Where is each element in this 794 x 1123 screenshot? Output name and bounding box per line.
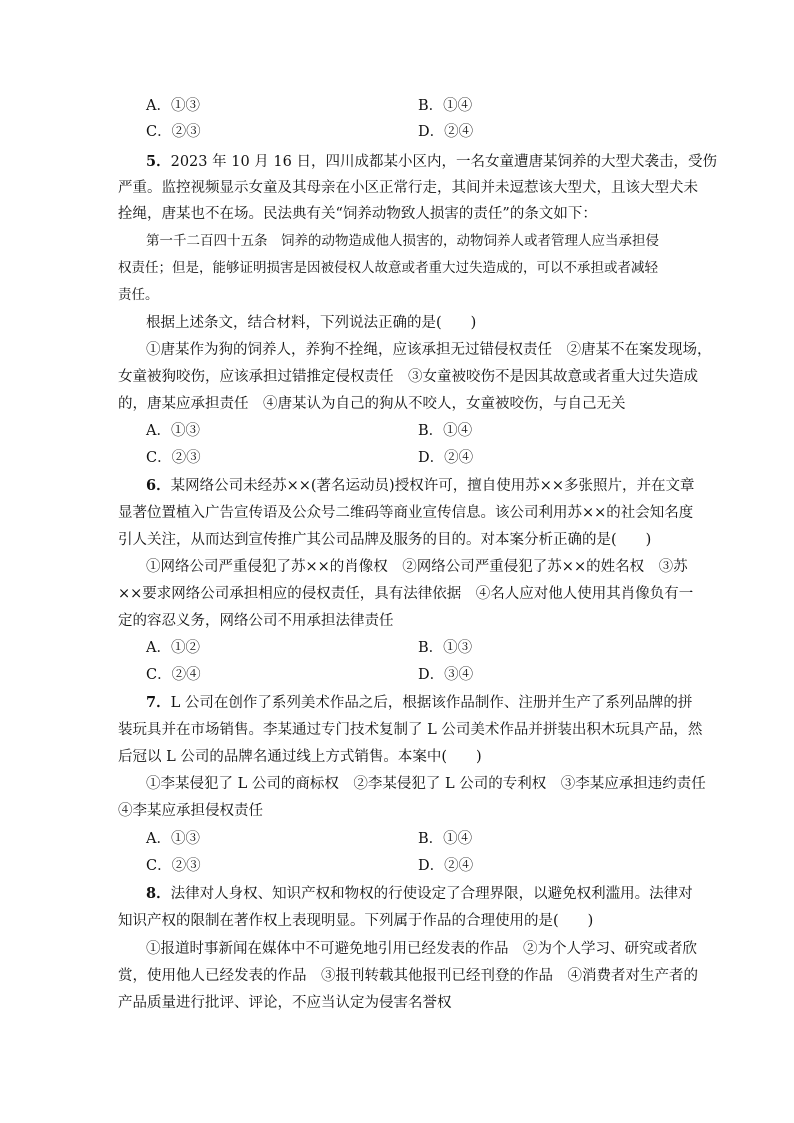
q6-line-2: 显著位置植入广告宣传语及公众号二维码等商业宣传信息。该公司利用苏××的社会知名度 [118, 505, 694, 521]
q8-line-2: 知识产权的限制在著作权上表现明显。下列属于作品的合理使用的是( ) [118, 913, 594, 929]
q7-option-c[interactable]: C．②③ [146, 858, 201, 874]
q6-line-1: 6．某网络公司未经苏××(著名运动员)授权许可，擅自使用苏××多张照片，并在文章 [146, 477, 695, 494]
q5-law-line-1: 第一千二百四十五条 饲养的动物造成他人损害的，动物饲养人或者管理人应当承担侵 [146, 233, 659, 249]
q5-option-c[interactable]: C．②③ [146, 450, 201, 466]
q8-stmt-line-1: ①报道时事新闻在媒体中不可避免地引用已经发表的作品 ②为个人学习、研究或者欣 [146, 941, 697, 957]
q7-stmt-line-1: ①李某侵犯了 L 公司的商标权 ②李某侵犯了 L 公司的专利权 ③李某应承担违约责任 [146, 776, 706, 792]
q5-stmt-line-3: 的，唐某应承担责任 ④唐某认为自己的狗从不咬人，女童被咬伤，与自己无关 [118, 396, 626, 412]
q8-stmt-line-3: 产品质量进行批评、评论，不应当认定为侵害名誉权 [118, 995, 452, 1011]
q5-line-2: 严重。监控视频显示女童及其母亲在小区正常行走，其间并未逗惹该大型犬，且该大型犬未 [118, 180, 698, 196]
q6-option-d[interactable]: D．③④ [418, 667, 474, 683]
option-c[interactable]: C．②③ [146, 124, 201, 140]
q7-option-b[interactable]: B．①④ [418, 831, 473, 847]
q7-line-1: 7．L 公司在创作了系列美术作品之后，根据该作品制作、注册并生产了系列品牌的拼 [146, 694, 693, 711]
q6-line-3: 引人关注，从而达到宣传推广其公司品牌及服务的目的。对本案分析正确的是( ) [118, 532, 652, 548]
q6-option-c[interactable]: C．②④ [146, 667, 201, 683]
q5-option-b[interactable]: B．①④ [418, 423, 473, 439]
option-b[interactable]: B．①④ [418, 98, 473, 114]
q5-prompt: 根据上述条文，结合材料，下列说法正确的是( ) [146, 315, 477, 331]
q6-option-a[interactable]: A．①② [146, 640, 200, 656]
q5-option-a[interactable]: A．①③ [146, 423, 200, 439]
q5-stmt-line-2: 女童被狗咬伤，应该承担过错推定侵权责任 ③女童被咬伤不是因其故意或者重大过失造成 [118, 369, 698, 385]
q5-law-line-2: 权责任；但是，能够证明损害是因被侵权人故意或者重大过失造成的，可以不承担或者减轻 [118, 260, 658, 276]
q5-stmt-line-1: ①唐某作为狗的饲养人，养狗不拴绳，应该承担无过错侵权责任 ②唐某不在案发现场， [146, 342, 712, 358]
q7-line-3: 后冠以 L 公司的品牌名通过线上方式销售。本案中( ) [118, 749, 482, 765]
q5-number: 5． [146, 153, 171, 170]
option-a[interactable]: A．①③ [146, 98, 200, 114]
q7-option-a[interactable]: A．①③ [146, 831, 200, 847]
q8-line-1: 8．法律对人身权、知识产权和物权的行使设定了合理界限，以避免权利滥用。法律对 [146, 885, 693, 902]
q7-number: 7． [146, 694, 171, 711]
q5-line-1: 5．2023 年 10 月 16 日，四川成都某小区内，一名女童遭唐某饲养的大型犬袭击，受伤 [146, 153, 717, 170]
q7-option-d[interactable]: D．②④ [418, 858, 474, 874]
q8-stmt-line-2: 赏，使用他人已经发表的作品 ③报刊转载其他报刊已经刊登的作品 ④消费者对生产者的 [118, 968, 698, 984]
q7-stmt-line-2: ④李某应承担侵权责任 [118, 803, 263, 819]
option-d[interactable]: D．②④ [418, 124, 474, 140]
q6-stmt-line-2: ××要求网络公司承担相应的侵权责任，具有法律依据 ④名人应对他人使用其肖像负有一 [118, 586, 694, 602]
q5-line-3: 拴绳，唐某也不在场。民法典有关“饲养动物致人损害的责任”的条文如下： [118, 206, 597, 222]
q6-number: 6． [146, 477, 171, 494]
q5-option-d[interactable]: D．②④ [418, 450, 474, 466]
q6-stmt-line-1: ①网络公司严重侵犯了苏××的肖像权 ②网络公司严重侵犯了苏××的姓名权 ③苏 [146, 559, 688, 575]
q6-option-b[interactable]: B．①③ [418, 640, 473, 656]
q8-number: 8． [146, 885, 171, 902]
q7-line-2: 装玩具并在市场销售。李某通过专门技术复制了 L 公司美术作品并拼装出积木玩具产品，然 [118, 722, 703, 738]
q6-stmt-line-3: 定的容忍义务，网络公司不用承担法律责任 [118, 613, 394, 629]
q5-law-line-3: 责任。 [118, 287, 159, 303]
